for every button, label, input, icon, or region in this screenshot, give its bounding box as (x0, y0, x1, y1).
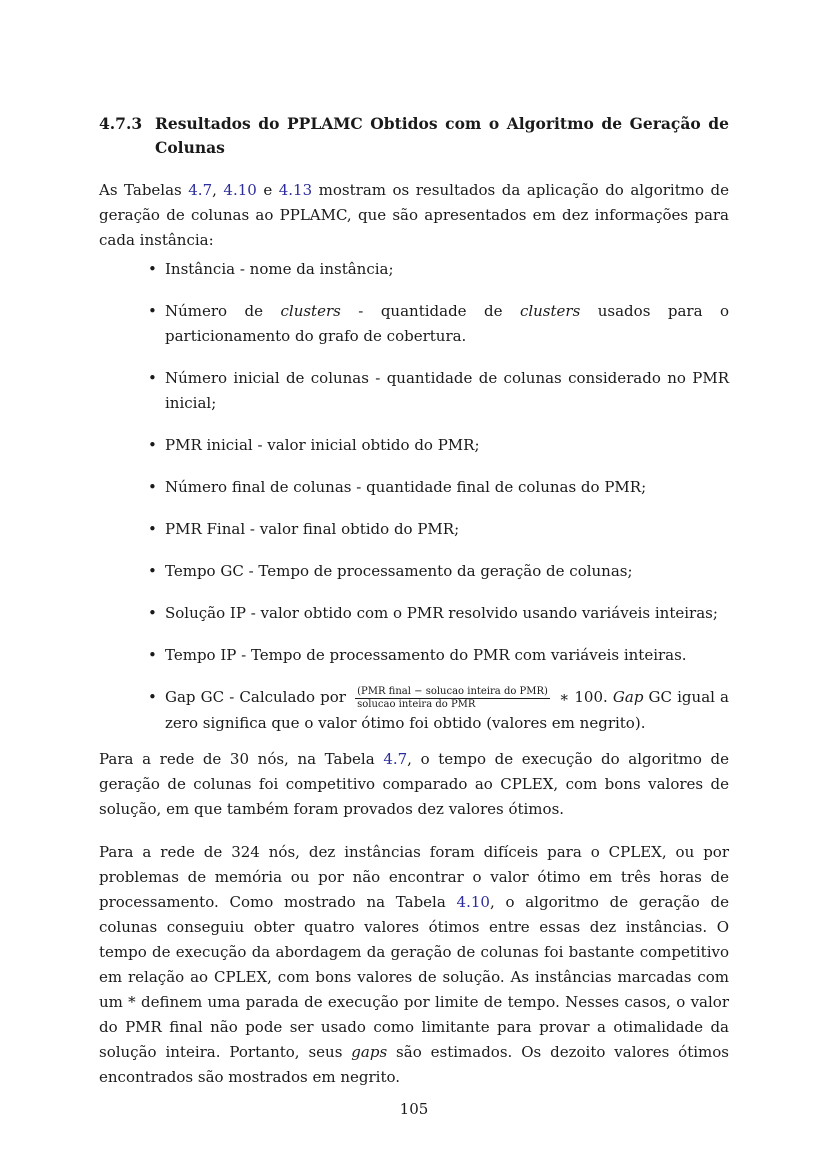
list-item-text: Número inicial de colunas - quantidade de colunas considerado no PMR inicial; (165, 369, 729, 412)
list-item-text: Número final de colunas - quantidade final de colunas do PMR; (165, 478, 647, 496)
section-title: Resultados do PPLAMC Obtidos com o Algoritmo de Geração de Colunas (155, 114, 729, 157)
emphasis-text: Gap (612, 688, 644, 706)
list-item-text: Gap GC - Calculado por (165, 688, 352, 706)
intro-sep-1: , (212, 181, 224, 199)
list-item (99, 643, 729, 668)
intro-text-post: mostram os resultados da aplicação do algoritmo de geração de colunas ao PPLAMC, que são apresentados em dez informações para cada instância: (99, 181, 729, 249)
info-list (99, 257, 729, 753)
bullet-icon: • (148, 604, 157, 622)
list-item (99, 517, 729, 542)
emphasis-text: clusters (519, 302, 581, 320)
bullet-icon: • (148, 688, 157, 706)
bullet-icon: • (148, 436, 157, 454)
list-item-text: Tempo IP - Tempo de processamento do PMR com variáveis inteiras. (165, 646, 687, 664)
paragraph-text: , o tempo de execução do algoritmo de geração de colunas foi competitivo comparado ao CPLEX, com bons valores de solução, em que também foram provados dez valores ótimos. (99, 750, 729, 818)
list-item-text: PMR inicial - valor inicial obtido do PMR; (165, 436, 480, 454)
emphasis-text: clusters (280, 302, 341, 320)
emphasis-text: gaps (351, 1043, 388, 1061)
table-ref-4-7[interactable]: 4.7 (188, 181, 213, 199)
gap-formula (355, 686, 550, 711)
list-item (99, 475, 729, 500)
paragraph-text: Para a rede de 30 nós, na Tabela (99, 750, 384, 768)
list-item (99, 433, 729, 458)
list-item-text: usados para o particionamento do grafo de cobertura. (165, 302, 730, 345)
bullet-icon: • (148, 562, 157, 580)
section-heading (99, 112, 729, 160)
table-ref-4-13[interactable]: 4.13 (278, 181, 313, 199)
list-item-text: Número de (165, 302, 281, 320)
bullet-icon: • (148, 302, 157, 320)
list-item (99, 366, 729, 416)
paragraph-text: Para a rede de 324 nós, dez instâncias foram difíceis para o CPLEX, ou por problemas de memória ou por não encontrar o valor ótimo em três horas de processamento. Como mostrado na Tabela (99, 843, 729, 911)
intro-sep-2: e (256, 181, 279, 199)
bullet-icon: • (148, 369, 157, 387)
table-ref-4-7[interactable]: 4.7 (383, 750, 408, 768)
list-item-text: - quantidade de (340, 302, 520, 320)
bullet-icon: • (148, 646, 157, 664)
formula-denominator: solucao inteira do PMR (357, 698, 476, 710)
list-item-text: Tempo GC - Tempo de processamento da geração de colunas; (165, 562, 633, 580)
formula-multiplier: ∗ 100. (553, 688, 613, 706)
paragraph-30-nodes (99, 747, 729, 822)
section-number: 4.7.3 (99, 114, 143, 133)
intro-paragraph (99, 178, 729, 253)
list-item (99, 559, 729, 584)
list-item (99, 257, 729, 282)
bullet-icon: • (148, 478, 157, 496)
formula-numerator: (PMR final − solucao inteira do PMR) (357, 685, 548, 697)
list-item (99, 601, 729, 626)
list-item-text: GC igual a zero significa que o valor ótimo foi obtido (valores em negrito). (165, 688, 729, 732)
paragraph-text: , o algoritmo de geração de colunas conseguiu obter quatro valores ótimos entre essas dez instâncias. O tempo de execução da abordagem da geração de colunas foi bastante competitivo em relação ao CPLEX, com bons valores de solução. As instâncias marcadas com um * definem uma parada de execução por limite de tempo. Nesses casos, o valor do PMR final não pode ser usado como limitante para provar a otimalidade da solução inteira. Portanto, seus (99, 893, 729, 1061)
list-item (99, 299, 729, 349)
list-item-text: Solução IP - valor obtido com o PMR resolvido usando variáveis inteiras; (165, 604, 718, 622)
paragraph-text: são estimados. Os dezoito valores ótimos encontrados são mostrados em negrito. (99, 1043, 729, 1086)
list-item (99, 685, 729, 736)
bullet-icon: • (148, 520, 157, 538)
paragraph-324-nodes (99, 840, 729, 1090)
intro-text-pre: As Tabelas (99, 181, 189, 199)
page-number: 105 (399, 1100, 429, 1118)
list-item-text: PMR Final - valor final obtido do PMR; (165, 520, 460, 538)
table-ref-4-10[interactable]: 4.10 (223, 181, 257, 199)
list-item-text: Instância - nome da instância; (165, 260, 394, 278)
table-ref-4-10[interactable]: 4.10 (456, 893, 490, 911)
bullet-icon: • (148, 260, 157, 278)
